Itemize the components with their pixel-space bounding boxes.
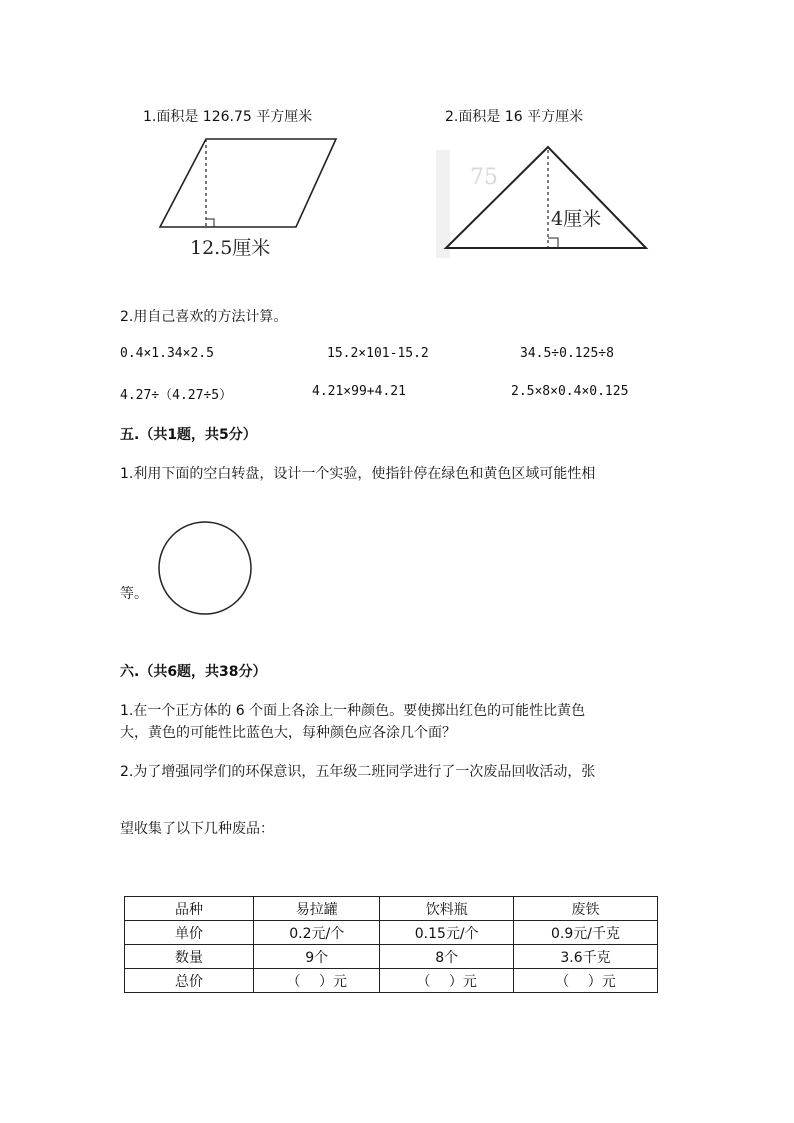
- calc-item: 4.27÷（4.27÷5）: [120, 388, 233, 403]
- faded-mark: 75: [470, 165, 498, 190]
- section6-q2-line1: 2.为了增强同学们的环保意识，五年级二班同学进行了一次废品回收活动，张: [120, 764, 596, 780]
- table-row: [125, 945, 658, 969]
- section6-heading: 六.（共6题，共38分）: [120, 664, 267, 680]
- table-header-cell: 饮料瓶: [380, 897, 514, 921]
- table-cell: 0.15元/个: [380, 921, 514, 945]
- table-cell: 单价: [125, 921, 254, 945]
- calc-item: 2.5×8×0.4×0.125: [511, 384, 629, 399]
- blank-spinner-circle: [159, 522, 251, 614]
- section5-heading: 五.（共1题，共5分）: [120, 427, 257, 443]
- table-header-cell: 废铁: [513, 897, 657, 921]
- calc-item: 0.4×1.34×2.5: [120, 346, 214, 361]
- table-cell: 数量: [125, 945, 254, 969]
- table-cell: 0.2元/个: [254, 921, 380, 945]
- section6-q1-line1: 1.在一个正方体的 6 个面上各涂上一种颜色。要使掷出红色的可能性比黄色: [120, 703, 586, 719]
- table-header-row: [125, 897, 658, 921]
- section5-q1-text: 1.利用下面的空白转盘，设计一个实验，使指针停在绿色和黄色区域可能性相: [120, 466, 596, 482]
- calc-item: 34.5÷0.125÷8: [520, 346, 614, 361]
- table-header-cell: 易拉罐: [254, 897, 380, 921]
- table-cell: 3.6千克: [513, 945, 657, 969]
- section5-q1-tail: 等。: [120, 586, 148, 602]
- section6-q2-line2: 望收集了以下几种废品：: [120, 821, 274, 837]
- q2-title: 2.用自己喜欢的方法计算。: [120, 309, 288, 325]
- parallelogram-caption: 1.面积是 126.75 平方厘米: [143, 109, 313, 125]
- calc-item: 4.21×99+4.21: [312, 384, 406, 399]
- table-cell: 总价: [125, 969, 254, 993]
- table-header-cell: 品种: [125, 897, 254, 921]
- section6-q1-line2: 大，黄色的可能性比蓝色大，每种颜色应各涂几个面？: [120, 725, 456, 741]
- table-cell: （ ）元: [254, 969, 380, 993]
- waste-table: [124, 896, 658, 993]
- calc-item: 15.2×101-15.2: [327, 346, 429, 361]
- triangle-height-label: 4厘米: [551, 208, 602, 230]
- table-row: [125, 969, 658, 993]
- parallelogram-base-label: 12.5厘米: [190, 237, 271, 259]
- table-cell: 0.9元/千克: [513, 921, 657, 945]
- triangle-caption: 2.面积是 16 平方厘米: [445, 109, 584, 125]
- table-cell: （ ）元: [380, 969, 514, 993]
- table-cell: 9个: [254, 945, 380, 969]
- table-cell: （ ）元: [513, 969, 657, 993]
- table-cell: 8个: [380, 945, 514, 969]
- table-row: [125, 921, 658, 945]
